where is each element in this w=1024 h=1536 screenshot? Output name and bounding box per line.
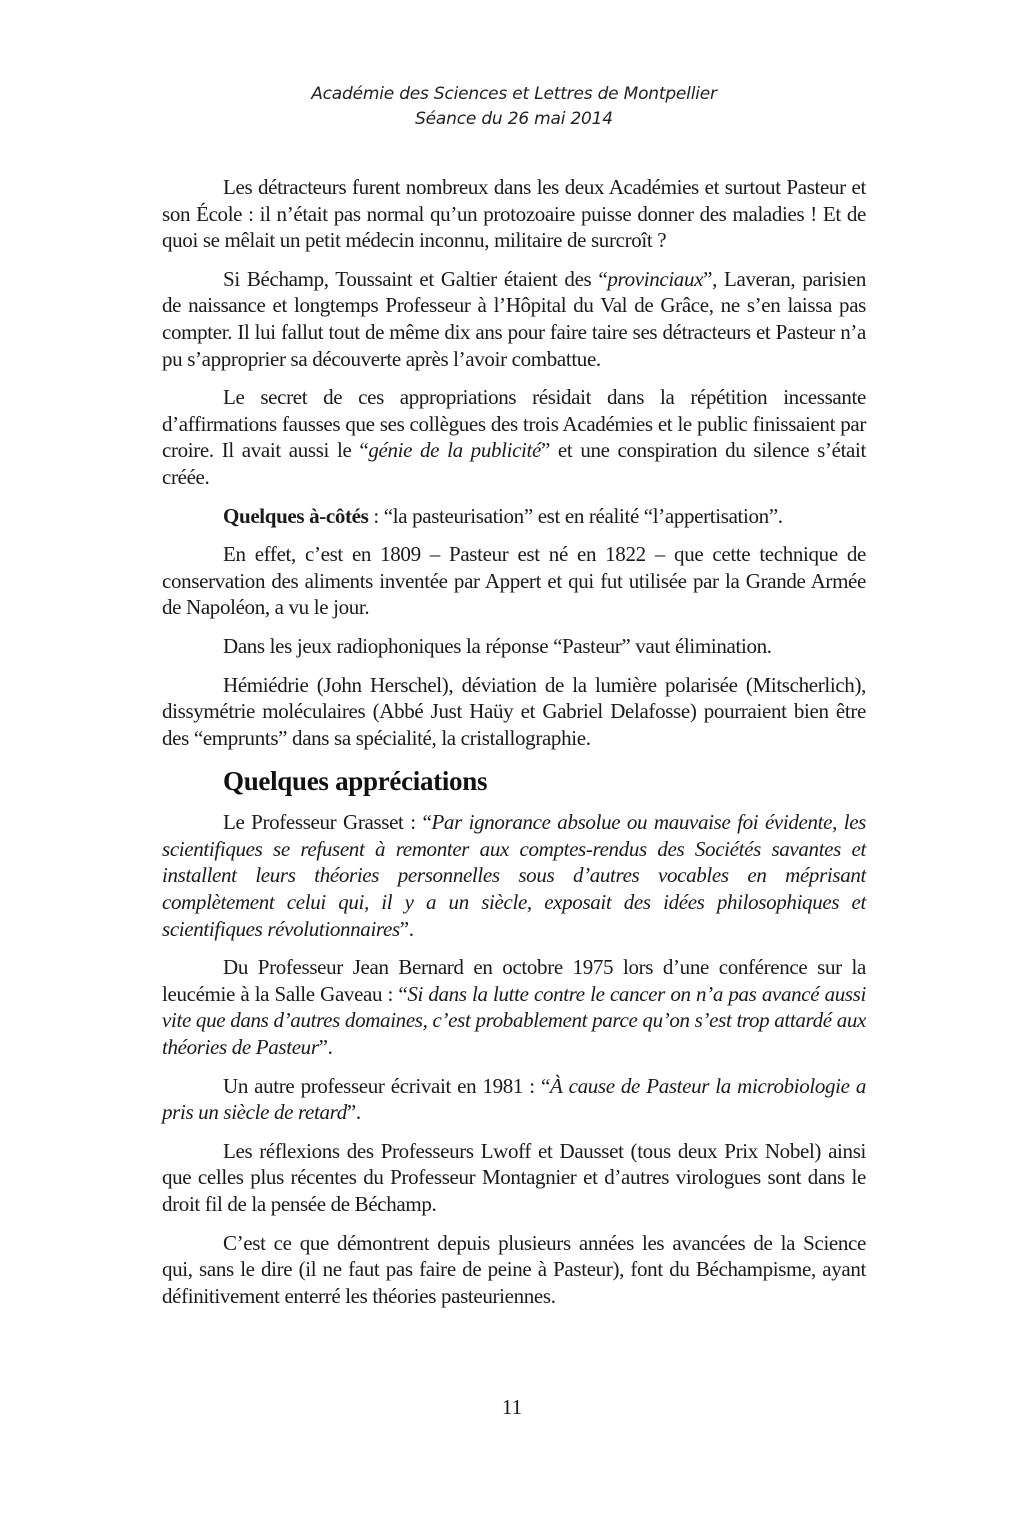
paragraph-appropriations <box>162 384 866 490</box>
text-run: Un autre professeur écrivait en 1981 : “ <box>223 1073 550 1098</box>
text-run: ”. <box>399 916 414 941</box>
document-body <box>162 174 866 1309</box>
page-number: 11 <box>501 1395 523 1419</box>
paragraph-crystallography: Hémiédrie (John Herschel), déviation de la lumière polarisée (Mitscherlich), dissymétrie moléculaires (Abbé Just Haüy et Gabriel Delafosse) pourraient bien être des “emprunts” dans sa spécialité, la cristallographie. <box>162 672 866 750</box>
text-run: ”. <box>318 1035 333 1060</box>
italic-run: provinciaux <box>607 266 704 291</box>
bold-run: Quelques à-côtés <box>223 503 369 528</box>
section-heading: Quelques appréciations <box>223 766 488 797</box>
document-page <box>162 82 866 1321</box>
paragraph-bechampisme: C’est ce que démontrent depuis plusieurs années les avancées de la Science qui, sans le dire (il ne faut pas faire de peine à Pasteur), font du Béchampisme, ayant définitivement enterré les théories pasteuriennes. <box>162 1230 866 1308</box>
text-run: ”, Laveran, parisien de naissance et longtemps Professeur à l’Hôpital du Val de Grâce, ne s’en laissa pas compter. Il lui fallut tout de même dix ans pour faire taire ses détracteurs et Pasteur n’a pu s’approprier sa découverte après l’avoir combattue. <box>162 266 866 371</box>
page-header <box>162 82 866 132</box>
italic-run: Par ignorance absolue ou mauvaise foi évidente, les scientifiques se refusent à remonter aux comptes-rendus des Sociétés savantes et installent leurs théories personnelles sous d’autres vocables en méprisant complètement celui qui, il y a un siècle, exposait des idées philosophiques et scientifiques révolutionnaires <box>162 810 867 941</box>
text-run: ”. <box>346 1100 361 1125</box>
paragraph-laveran <box>162 266 866 372</box>
paragraph-radio-games: Dans les jeux radiophoniques la réponse “Pasteur” vaut élimination. <box>223 633 772 658</box>
paragraph-appert: En effet, c’est en 1809 – Pasteur est né en 1822 – que cette technique de conservation des aliments inventée par Appert et qui fut utilisée par la Grande Armée de Napoléon, a vu le jour. <box>162 542 866 620</box>
paragraph-1981-quote <box>162 1073 866 1126</box>
paragraph-lwoff-dausset: Les réflexions des Professeurs Lwoff et Dausset (tous deux Prix Nobel) ainsi que celles plus récentes du Professeur Montagnier et d’autres virologues sont dans le droit fil de la pensée de Béchamp. <box>162 1138 866 1216</box>
italic-run: À cause de Pasteur la microbiologie a pris un siècle de retard <box>162 1073 866 1125</box>
paragraph-detractors: Les détracteurs furent nombreux dans les deux Académies et surtout Pasteur et son École : il n’était pas normal qu’un protozoaire puisse donner des maladies ! Et de quoi se mêlait un petit médecin inconnu, militaire de surcroît ? <box>162 175 866 253</box>
text-run: Le Professeur Grasset : “ <box>223 810 432 835</box>
text-run: : “la pasteurisation” est en réalité “l’appertisation”. <box>368 503 783 528</box>
italic-run: génie de la publicité <box>368 438 542 463</box>
header-academy-title: Académie des Sciences et Lettres de Montpellier <box>311 84 717 104</box>
text-run: Si Béchamp, Toussaint et Galtier étaient des “ <box>223 266 608 291</box>
paragraph-grasset-quote <box>162 809 866 942</box>
text-run: Du Professeur Jean Bernard en octobre 1975 lors d’une conférence sur la leucémie à la Salle Gaveau : “ <box>162 955 866 1006</box>
paragraph-a-cotes <box>162 503 866 530</box>
paragraph-jean-bernard-quote <box>162 954 866 1060</box>
text-run: Le secret de ces appropriations résidait dans la répétition incessante d’affirmations fausses que ses collègues des trois Académies et le public finissaient par croire. Il avait aussi le “ <box>162 385 866 463</box>
text-run: ” et une conspiration du silence s’était créée. <box>162 438 866 489</box>
header-session-date: Séance du 26 mai 2014 <box>415 109 613 129</box>
italic-run: Si dans la lutte contre le cancer on n’a pas avancé aussi vite que dans d’autres domaines, c’est probablement parce qu’on s’est trop attardé aux théories de Pasteur <box>162 981 866 1060</box>
